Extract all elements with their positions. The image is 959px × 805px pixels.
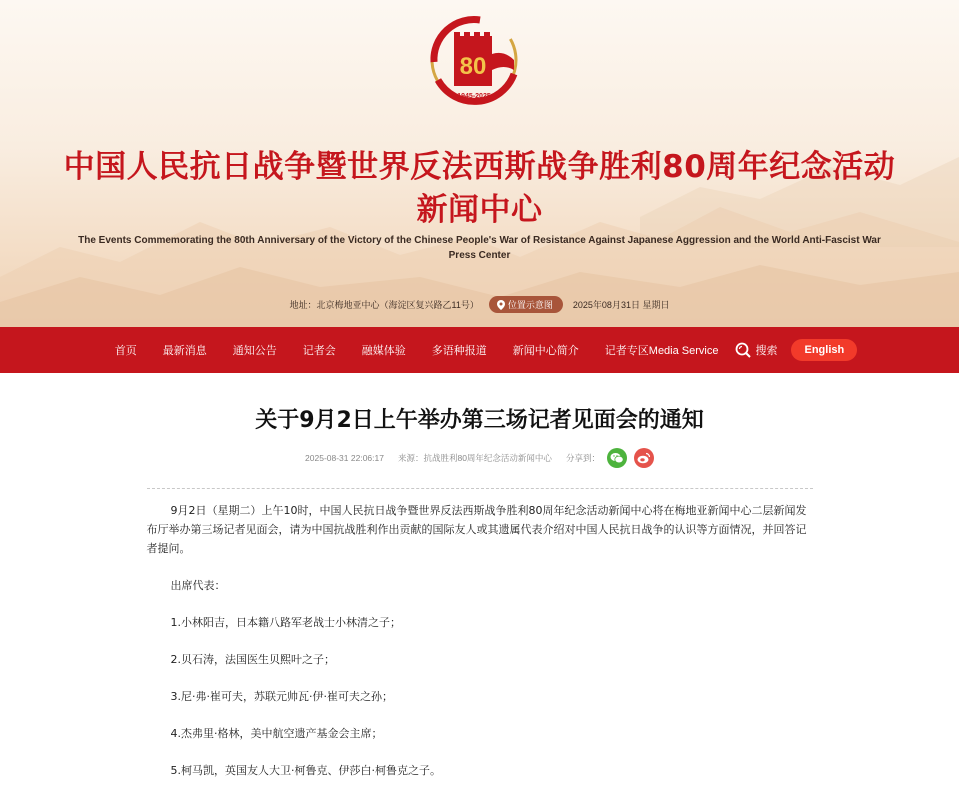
nav-item-media-experience[interactable]: 融媒体验 <box>361 345 406 357</box>
wechat-icon <box>610 452 624 464</box>
location-map-label: 位置示意图 <box>507 300 553 310</box>
location-map-button[interactable] <box>489 296 563 313</box>
english-button[interactable]: English <box>791 339 857 361</box>
attendee-item-1: 1.小林阳吉，日本籍八路军老战士小林清之子； <box>170 616 401 629</box>
share-label: 分享到： <box>565 453 600 463</box>
article-divider <box>147 488 813 489</box>
attendee-item-5: 5.柯马凯，英国友人大卫·柯鲁克、伊莎白·柯鲁克之子。 <box>170 764 441 777</box>
title-en-line1: The Events Commemorating the 80th Anniversary of the Victory of the Chinese People's War of Resistance Against Japanese Aggression and the World Anti-Fascist War <box>78 235 881 246</box>
weibo-share-button[interactable] <box>634 448 654 468</box>
article-source: 来源：抗战胜利80周年纪念活动新闻中心 <box>397 453 552 463</box>
anniversary-logo <box>418 14 530 114</box>
article-timestamp: 2025-08-31 22:06:17 <box>305 453 384 463</box>
weibo-icon <box>637 452 651 464</box>
title-en-line2: Press Center <box>448 250 511 261</box>
nav-item-media-service[interactable]: 记者专区Media Service <box>604 345 719 357</box>
address-row <box>0 296 959 313</box>
nav-item-about[interactable]: 新闻中心简介 <box>512 345 579 357</box>
location-pin-icon <box>497 300 505 310</box>
nav-item-latest-news[interactable]: 最新消息 <box>162 345 207 357</box>
title-cn-line2: 新闻中心 <box>416 192 543 228</box>
header-date: 2025年08月31日 星期日 <box>572 300 670 310</box>
title-en <box>70 233 889 263</box>
nav-item-multilingual[interactable]: 多语种报道 <box>431 345 487 357</box>
attendee-item-2: 2.贝石涛，法国医生贝熙叶之子； <box>170 653 335 666</box>
attendee-item-4: 4.杰弗里·格林，美中航空遗产基金会主席； <box>170 727 383 740</box>
header-banner <box>0 0 959 327</box>
logo-number: 80 <box>459 53 487 80</box>
nav-item-home[interactable]: 首页 <box>114 345 137 357</box>
article-title: 关于9月2日上午举办第三场记者见面会的通知 <box>255 408 704 433</box>
main-nav <box>0 327 959 373</box>
article-lead-paragraph: 9月2日（星期二）上午10时，中国人民抗日战争暨世界反法西斯战争胜利80周年纪念活动新闻中心将在梅地亚新闻中心二层新闻发布厅举办第三场记者见面会，请为中国抗战胜利作出贡献的国际友人或其遗属代表介绍对中国人民抗日战争的认识等方面情况，并回答记者提问。 <box>146 504 807 555</box>
search-icon <box>735 342 751 358</box>
nav-item-notices[interactable]: 通知公告 <box>232 345 277 357</box>
article-body <box>147 501 813 780</box>
nav-item-press-conference[interactable]: 记者会 <box>302 345 336 357</box>
share-group <box>566 448 654 468</box>
attendees-heading: 出席代表： <box>170 579 226 592</box>
wechat-share-button[interactable] <box>607 448 627 468</box>
title-cn-line1: 中国人民抗日战争暨世界反法西斯战争胜利80周年纪念活动 <box>63 149 896 185</box>
search-button[interactable] <box>731 342 791 358</box>
address-text: 地址：北京梅地亚中心（海淀区复兴路乙11号） <box>289 300 479 310</box>
attendee-item-3: 3.尼·弗·崔可夫，苏联元帅瓦·伊·崔可夫之孙； <box>170 690 393 703</box>
logo-years: 1945-2025 <box>457 93 491 100</box>
search-label: 搜索 <box>755 344 778 357</box>
article-meta <box>0 448 959 468</box>
